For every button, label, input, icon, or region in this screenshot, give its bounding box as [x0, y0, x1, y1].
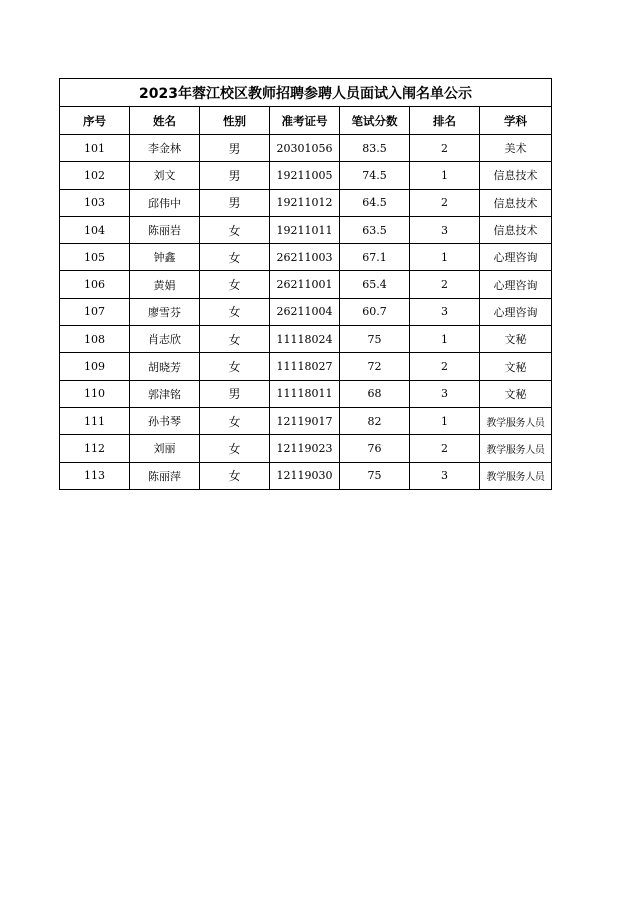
- cell-score: 82: [340, 407, 410, 434]
- cell-name: 刘文: [130, 162, 200, 189]
- table-row: [60, 271, 552, 298]
- cell-sex: 男: [200, 162, 270, 189]
- cell-subject: 心理咨询: [480, 271, 552, 298]
- cell-subject: 心理咨询: [480, 298, 552, 325]
- cell-subject: 教学服务人员: [480, 435, 552, 462]
- cell-rank: 3: [410, 462, 480, 489]
- cell-no: 108: [60, 326, 130, 353]
- table-row: [60, 407, 552, 434]
- cell-no: 113: [60, 462, 130, 489]
- cell-score: 60.7: [340, 298, 410, 325]
- header-score: 笔试分数: [340, 107, 410, 135]
- table-row: [60, 326, 552, 353]
- header-exam-id: 准考证号: [270, 107, 340, 135]
- cell-rank: 1: [410, 326, 480, 353]
- table-row: [60, 135, 552, 162]
- cell-score: 75: [340, 326, 410, 353]
- cell-exam-id: 19211005: [270, 162, 340, 189]
- header-no: 序号: [60, 107, 130, 135]
- cell-exam-id: 26211001: [270, 271, 340, 298]
- cell-subject: 教学服务人员: [480, 462, 552, 489]
- cell-exam-id: 11118011: [270, 380, 340, 407]
- cell-no: 102: [60, 162, 130, 189]
- cell-exam-id: 11118024: [270, 326, 340, 353]
- cell-name: 胡晓芳: [130, 353, 200, 380]
- cell-no: 110: [60, 380, 130, 407]
- table-row: [60, 244, 552, 271]
- cell-sex: 女: [200, 353, 270, 380]
- cell-score: 83.5: [340, 135, 410, 162]
- header-row: [60, 107, 552, 135]
- cell-score: 65.4: [340, 271, 410, 298]
- cell-subject: 信息技术: [480, 216, 552, 243]
- cell-no: 109: [60, 353, 130, 380]
- table-row: [60, 162, 552, 189]
- cell-name: 邱伟中: [130, 189, 200, 216]
- cell-sex: 男: [200, 380, 270, 407]
- cell-sex: 女: [200, 216, 270, 243]
- header-rank: 排名: [410, 107, 480, 135]
- cell-subject: 文秘: [480, 380, 552, 407]
- table-row: [60, 216, 552, 243]
- cell-exam-id: 19211011: [270, 216, 340, 243]
- cell-no: 104: [60, 216, 130, 243]
- cell-name: 郭津铭: [130, 380, 200, 407]
- cell-subject: 心理咨询: [480, 244, 552, 271]
- cell-sex: 女: [200, 244, 270, 271]
- cell-sex: 女: [200, 407, 270, 434]
- cell-no: 101: [60, 135, 130, 162]
- cell-score: 68: [340, 380, 410, 407]
- cell-sex: 女: [200, 298, 270, 325]
- cell-sex: 女: [200, 462, 270, 489]
- table-row: [60, 462, 552, 489]
- header-name: 姓名: [130, 107, 200, 135]
- cell-exam-id: 26211004: [270, 298, 340, 325]
- cell-subject: 文秘: [480, 326, 552, 353]
- cell-score: 63.5: [340, 216, 410, 243]
- cell-rank: 3: [410, 216, 480, 243]
- cell-rank: 2: [410, 189, 480, 216]
- cell-no: 105: [60, 244, 130, 271]
- page-title: 2023年蓉江校区教师招聘参聘人员面试入闱名单公示: [60, 79, 552, 107]
- cell-score: 76: [340, 435, 410, 462]
- cell-rank: 1: [410, 162, 480, 189]
- cell-exam-id: 12119030: [270, 462, 340, 489]
- table-row: [60, 435, 552, 462]
- cell-sex: 男: [200, 135, 270, 162]
- cell-rank: 3: [410, 380, 480, 407]
- cell-no: 103: [60, 189, 130, 216]
- table-body: [60, 135, 552, 490]
- cell-no: 107: [60, 298, 130, 325]
- cell-rank: 1: [410, 244, 480, 271]
- cell-exam-id: 11118027: [270, 353, 340, 380]
- cell-name: 刘丽: [130, 435, 200, 462]
- cell-sex: 女: [200, 435, 270, 462]
- header-subject: 学科: [480, 107, 552, 135]
- cell-name: 孙书琴: [130, 407, 200, 434]
- cell-name: 李金林: [130, 135, 200, 162]
- cell-subject: 教学服务人员: [480, 407, 552, 434]
- cell-rank: 2: [410, 271, 480, 298]
- table-row: [60, 353, 552, 380]
- cell-score: 72: [340, 353, 410, 380]
- cell-name: 陈丽萍: [130, 462, 200, 489]
- cell-exam-id: 12119023: [270, 435, 340, 462]
- cell-rank: 3: [410, 298, 480, 325]
- table-row: [60, 189, 552, 216]
- cell-rank: 1: [410, 407, 480, 434]
- cell-sex: 女: [200, 271, 270, 298]
- cell-exam-id: 26211003: [270, 244, 340, 271]
- candidate-table: [59, 78, 552, 490]
- cell-name: 陈丽岩: [130, 216, 200, 243]
- cell-subject: 信息技术: [480, 189, 552, 216]
- cell-name: 钟鑫: [130, 244, 200, 271]
- table-row: [60, 298, 552, 325]
- cell-subject: 美术: [480, 135, 552, 162]
- cell-no: 106: [60, 271, 130, 298]
- table-row: [60, 380, 552, 407]
- cell-rank: 2: [410, 353, 480, 380]
- cell-score: 67.1: [340, 244, 410, 271]
- cell-score: 74.5: [340, 162, 410, 189]
- title-row: [60, 79, 552, 107]
- cell-name: 黄娟: [130, 271, 200, 298]
- cell-sex: 女: [200, 326, 270, 353]
- cell-subject: 信息技术: [480, 162, 552, 189]
- cell-sex: 男: [200, 189, 270, 216]
- cell-rank: 2: [410, 435, 480, 462]
- cell-rank: 2: [410, 135, 480, 162]
- cell-exam-id: 20301056: [270, 135, 340, 162]
- header-sex: 性别: [200, 107, 270, 135]
- cell-score: 64.5: [340, 189, 410, 216]
- cell-no: 111: [60, 407, 130, 434]
- cell-exam-id: 19211012: [270, 189, 340, 216]
- cell-name: 肖志欣: [130, 326, 200, 353]
- cell-subject: 文秘: [480, 353, 552, 380]
- cell-exam-id: 12119017: [270, 407, 340, 434]
- cell-score: 75: [340, 462, 410, 489]
- cell-name: 廖雪芬: [130, 298, 200, 325]
- cell-no: 112: [60, 435, 130, 462]
